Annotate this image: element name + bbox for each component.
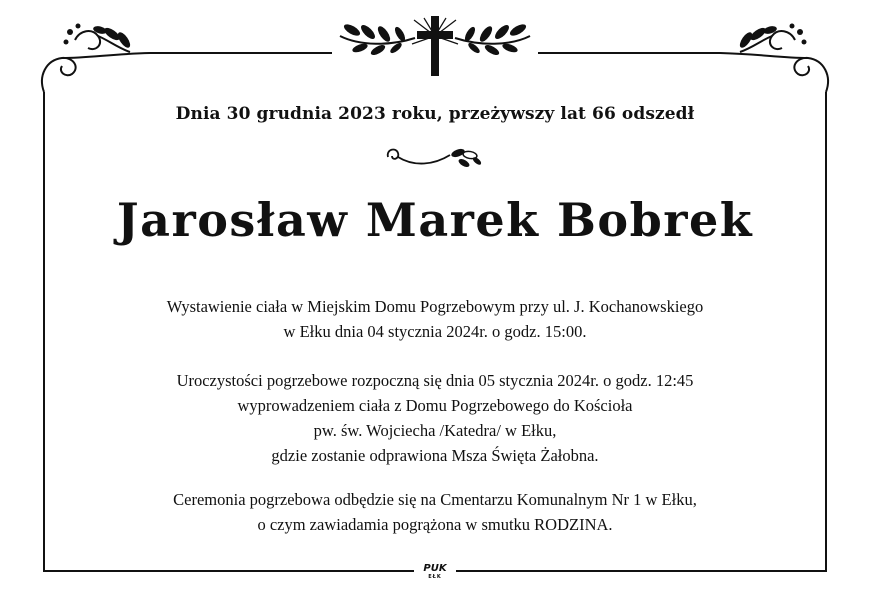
laurel-branch-icon <box>340 22 415 57</box>
puk-logo <box>414 563 456 585</box>
paragraph-line: pw. św. Wojciecha /Katedra/ w Ełku, <box>313 421 557 440</box>
leaf-divider-icon <box>384 143 486 173</box>
flourish-icon <box>42 31 150 92</box>
paragraph-line: Wystawienie ciała w Miejskim Domu Pogrzebowym przy ul. J. Kochanowskiego <box>166 297 704 316</box>
paragraph-line: wyprowadzeniem ciała z Domu Pogrzebowego do Kościoła <box>237 396 633 415</box>
logo-top-text: PUK <box>423 563 447 574</box>
cross-icon <box>412 16 458 76</box>
top-ornament <box>0 0 870 100</box>
funeral-mass-paragraph <box>0 368 870 468</box>
paragraph-line: Uroczystości pogrzebowe rozpoczną się dnia 05 stycznia 2024r. o godz. 12:45 <box>176 371 694 390</box>
burial-paragraph <box>0 487 870 537</box>
paragraph-line: o czym zawiadamia pogrążona w smutku RODZINA. <box>257 515 613 534</box>
paragraph-line: gdzie zostanie odprawiona Msza Święta Żałobna. <box>271 446 599 465</box>
flourish-icon <box>720 31 828 92</box>
laurel-branch-icon <box>455 22 530 57</box>
death-announcement-line: Dnia 30 grudnia 2023 roku, przeżywszy lat 66 odszedł <box>175 104 695 124</box>
logo-bottom-text: EŁK <box>428 574 442 580</box>
paragraph-line: w Ełku dnia 04 stycznia 2024r. o godz. 15:00. <box>283 322 587 341</box>
viewing-paragraph <box>0 294 870 344</box>
deceased-name: Jarosław Marek Bobrek <box>116 193 754 247</box>
paragraph-line: Ceremonia pogrzebowa odbędzie się na Cmentarzu Komunalnym Nr 1 w Ełku, <box>173 490 697 509</box>
